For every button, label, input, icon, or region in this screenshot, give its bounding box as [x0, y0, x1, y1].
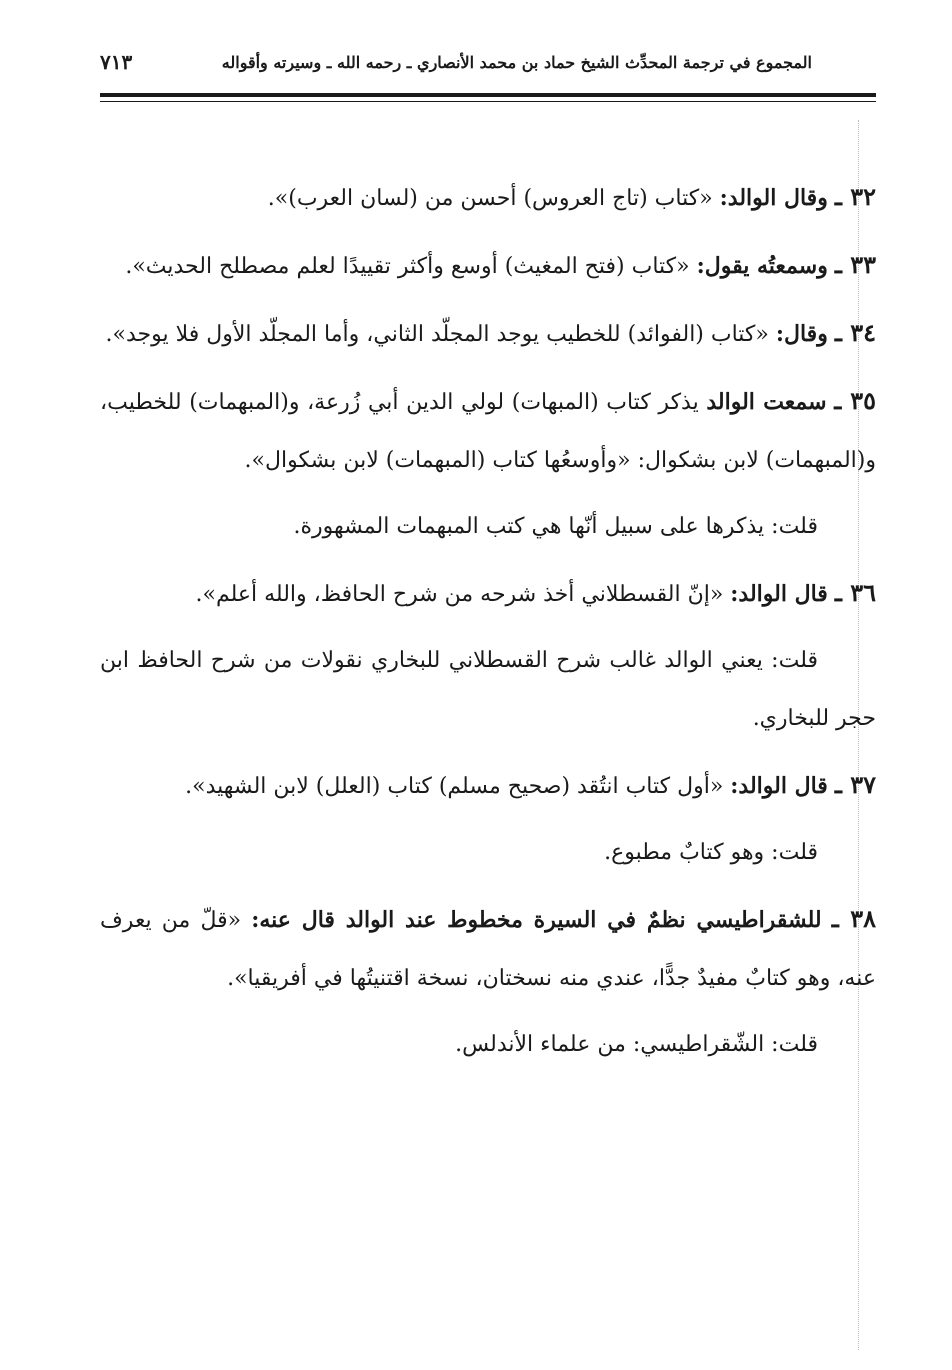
running-header [100, 42, 812, 82]
note-paragraph [100, 1016, 876, 1074]
header-title: المجموع في ترجمة المحدِّث الشيخ حماد بن محمد الأنصاري ـ رحمه الله ـ وسيرته وأقواله [221, 52, 812, 72]
paragraph-lead: قال الوالد: [730, 581, 828, 607]
paragraph-number: ٣٤ ـ [834, 318, 876, 347]
paragraph-number: ٣٢ ـ [834, 182, 876, 211]
numbered-paragraph [100, 372, 876, 490]
header-rule-thick [100, 93, 876, 97]
page-number: ٧١٣ [100, 50, 133, 74]
paragraph-text: قلت: الشّقراطيسي: من علماء الأندلس. [455, 1032, 818, 1057]
paragraph-text: قلت: يعني الوالد غالب شرح القسطلاني للبخاري نقولات من شرح الحافظ ابن حجر للبخاري. [100, 648, 876, 731]
paragraph-number: ٣٣ ـ [834, 250, 876, 279]
paragraph-text: «كتاب (تاج العروس) أحسن من (لسان العرب)». [267, 186, 713, 211]
paragraph-text: «كتاب (فتح المغيث) أوسع وأكثر تقييدًا لعلم مصطلح الحديث». [125, 254, 690, 279]
numbered-paragraph [100, 890, 876, 1008]
note-paragraph [100, 824, 876, 882]
paragraph-text: يذكر كتاب (المبهات) لولي الدين أبي زُرعة، و(المبهمات) للخطيب، و(المبهمات) لابن بشكوال: «وأوسعُها كتاب (المبهمات) لابن بشكوال». [100, 390, 876, 473]
paragraph-number: ٣٨ ـ [831, 904, 876, 933]
paragraph-text: قلت: وهو كتابٌ مطبوع. [604, 840, 818, 865]
note-paragraph [100, 632, 876, 748]
paragraph-lead: قال الوالد: [730, 773, 828, 799]
numbered-paragraph [100, 304, 876, 364]
body-text [100, 168, 876, 1082]
header-rule-thin [100, 101, 876, 102]
paragraph-text: «قلّ من يعرف عنه، وهو كتابٌ مفيدٌ جدًّا، عندي منه نسختان، نسخة اقتنيتُها في أفريقيا». [100, 908, 876, 991]
paragraph-lead: سمعت الوالد [706, 389, 827, 415]
numbered-paragraph [100, 236, 876, 296]
paragraph-text: قلت: يذكرها على سبيل أنّها هي كتب المبهمات المشهورة. [293, 514, 818, 539]
paragraph-lead: للشقراطيسي نظمٌ في السيرة مخطوط عند الوالد قال عنه: [251, 907, 822, 933]
paragraph-lead: وسمعتُه يقول: [696, 253, 828, 279]
paragraph-lead: وقال الوالد: [719, 185, 828, 211]
paragraph-number: ٣٦ ـ [834, 578, 876, 607]
numbered-paragraph [100, 168, 876, 228]
note-paragraph [100, 498, 876, 556]
paragraph-lead: وقال: [775, 321, 828, 347]
paragraph-number: ٣٧ ـ [834, 770, 876, 799]
paragraph-text: «أول كتاب انتُقد (صحيح مسلم) كتاب (العلل) لابن الشهيد». [185, 774, 724, 799]
numbered-paragraph [100, 756, 876, 816]
paragraph-number: ٣٥ ـ [834, 386, 877, 415]
paragraph-text: «إنّ القسطلاني أخذ شرحه من شرح الحافظ، والله أعلم». [195, 582, 724, 607]
paragraph-text: «كتاب (الفوائد) للخطيب يوجد المجلّد الثاني، وأما المجلّد الأول فلا يوجد». [105, 322, 769, 347]
numbered-paragraph [100, 564, 876, 624]
